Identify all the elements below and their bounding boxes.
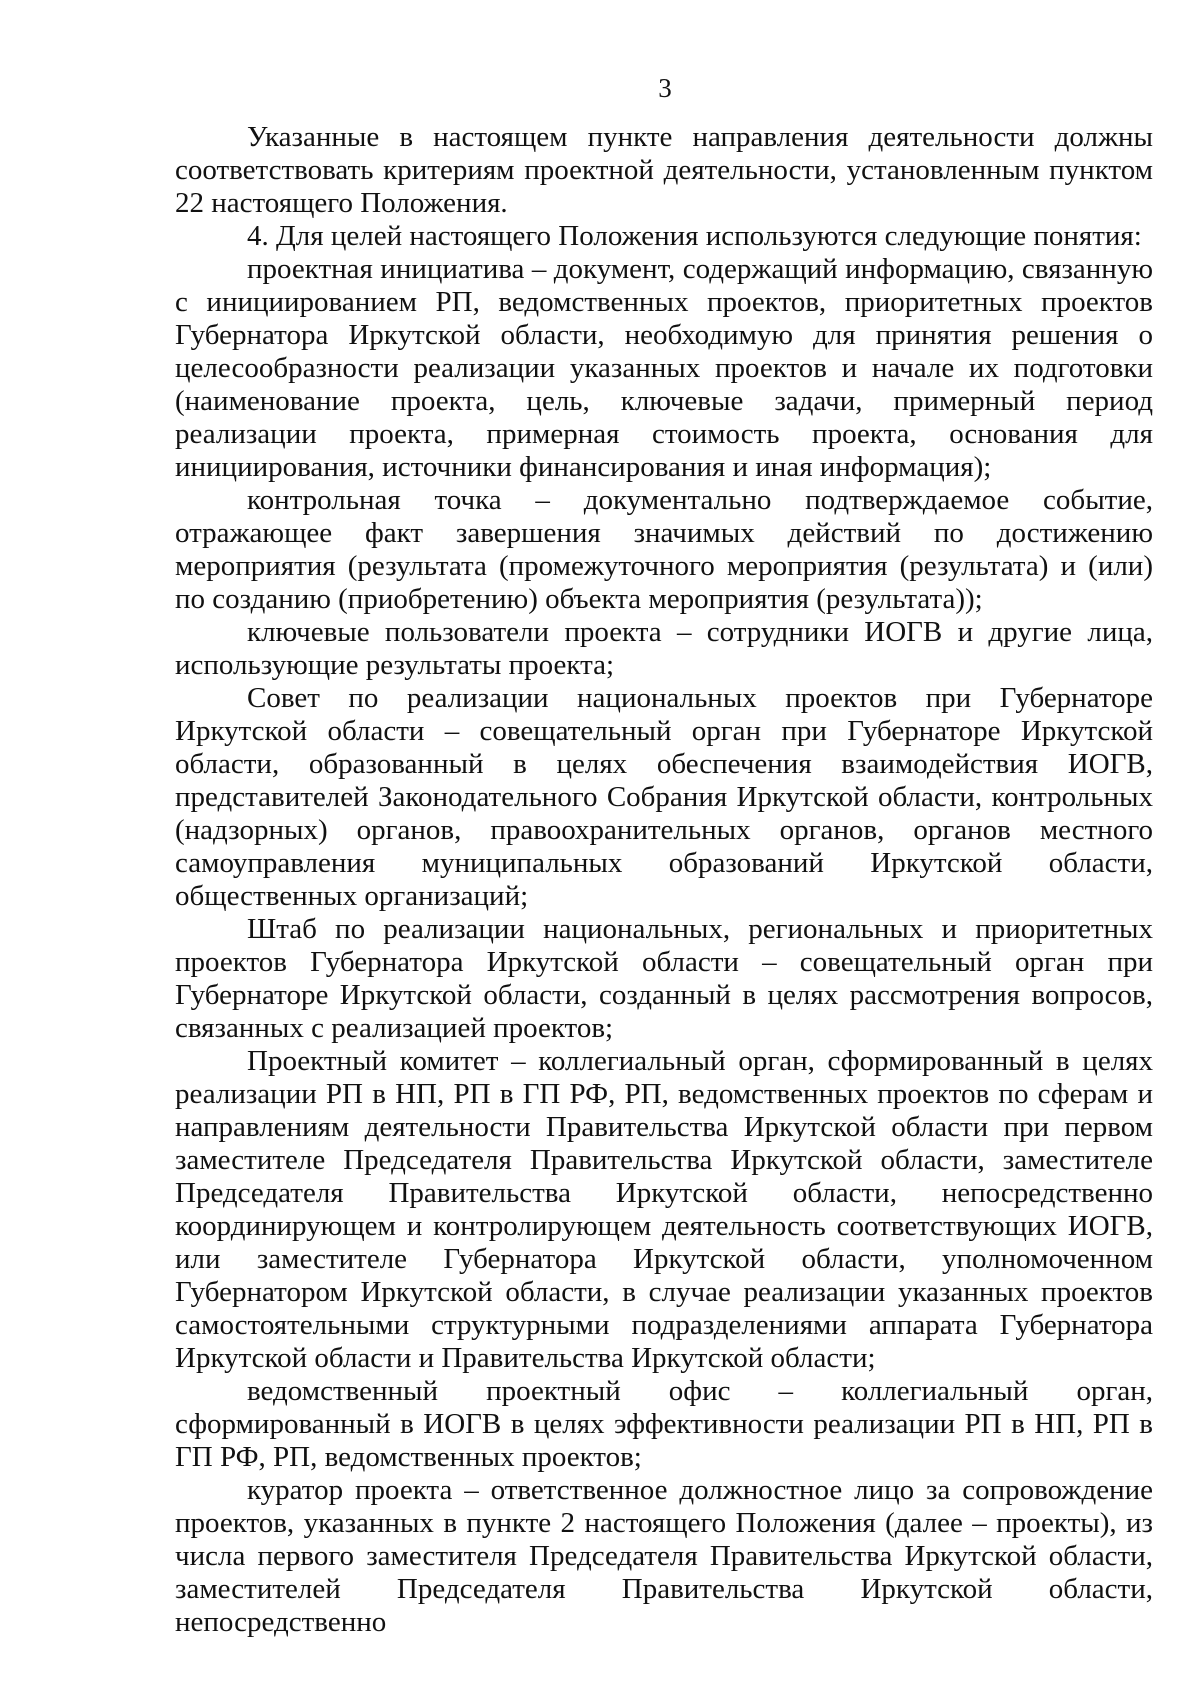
paragraph-project-curator: куратор проекта – ответственное должностное лицо за сопровождение проектов, указанных в пункте 2 настоящего Положения (далее – проекты), из числа первого заместителя Председателя Правительства Иркутской области, заместителей Председателя Правительства Иркутской области, непосредственно [175, 1474, 1153, 1638]
paragraph-key-users: ключевые пользователи проекта – сотрудники ИОГВ и другие лица, использующие результаты проекта; [175, 616, 1153, 681]
paragraph-headquarters: Штаб по реализации национальных, региональных и приоритетных проектов Губернатора Иркутской области – совещательный орган при Губернаторе Иркутской области, созданный в целях рассмотрения вопросов, связанных с реализацией проектов; [175, 913, 1153, 1044]
paragraph-definitions-intro: 4. Для целей настоящего Положения используются следующие понятия: [247, 220, 1142, 252]
paragraph-directions-criteria: Указанные в настоящем пункте направления деятельности должны соответствовать критериям проектной деятельности, установленным пунктом 22 настоящего Положения. [175, 121, 1153, 219]
paragraph-project-initiative: проектная инициатива – документ, содержащий информацию, связанную с инициированием РП, ведомственных проектов, приоритетных проектов Губернатора Иркутской области, необходимую для принятия решения о целесообразности реализации указанных проектов и начале их подготовки (наименование проекта, цель, ключевые задачи, примерный период реализации проекта, примерная стоимость проекта, основания для инициирования, источники финансирования и иная информация); [175, 253, 1153, 483]
paragraph-control-point: контрольная точка – документально подтверждаемое событие, отражающее факт завершения значимых действий по достижению мероприятия (результата (промежуточного мероприятия (результата) и (или) по созданию (приобретению) объекта мероприятия (результата)); [175, 484, 1153, 615]
page-number: 3 [658, 73, 672, 103]
paragraph-project-committee: Проектный комитет – коллегиальный орган, сформированный в целях реализации РП в НП, РП в ГП РФ, РП, ведомственных проектов по сферам и направлениям деятельности Правительства Иркутской области при первом заместителе Председателя Правительства Иркутской области, заместителе Председателя Правительства Иркутской области, непосредственно координирующем и контролирующем деятельность соответствующих ИОГВ, или заместителе Губернатора Иркутской области, уполномоченном Губернатором Иркутской области, в случае реализации указанных проектов самостоятельными структурными подразделениями аппарата Губернатора Иркутской области и Правительства Иркутской области; [175, 1045, 1153, 1374]
paragraph-national-projects-council: Совет по реализации национальных проектов при Губернаторе Иркутской области – совещательный орган при Губернаторе Иркутской области, образованный в целях обеспечения взаимодействия ИОГВ, представителей Законодательного Собрания Иркутской области, контрольных (надзорных) органов, правоохранительных органов, органов местного самоуправления муниципальных образований Иркутской области, общественных организаций; [175, 682, 1153, 912]
document-body [175, 121, 1153, 1639]
paragraph-departmental-project-office: ведомственный проектный офис – коллегиальный орган, сформированный в ИОГВ в целях эффективности реализации РП в НП, РП в ГП РФ, РП, ведомственных проектов; [175, 1375, 1153, 1473]
